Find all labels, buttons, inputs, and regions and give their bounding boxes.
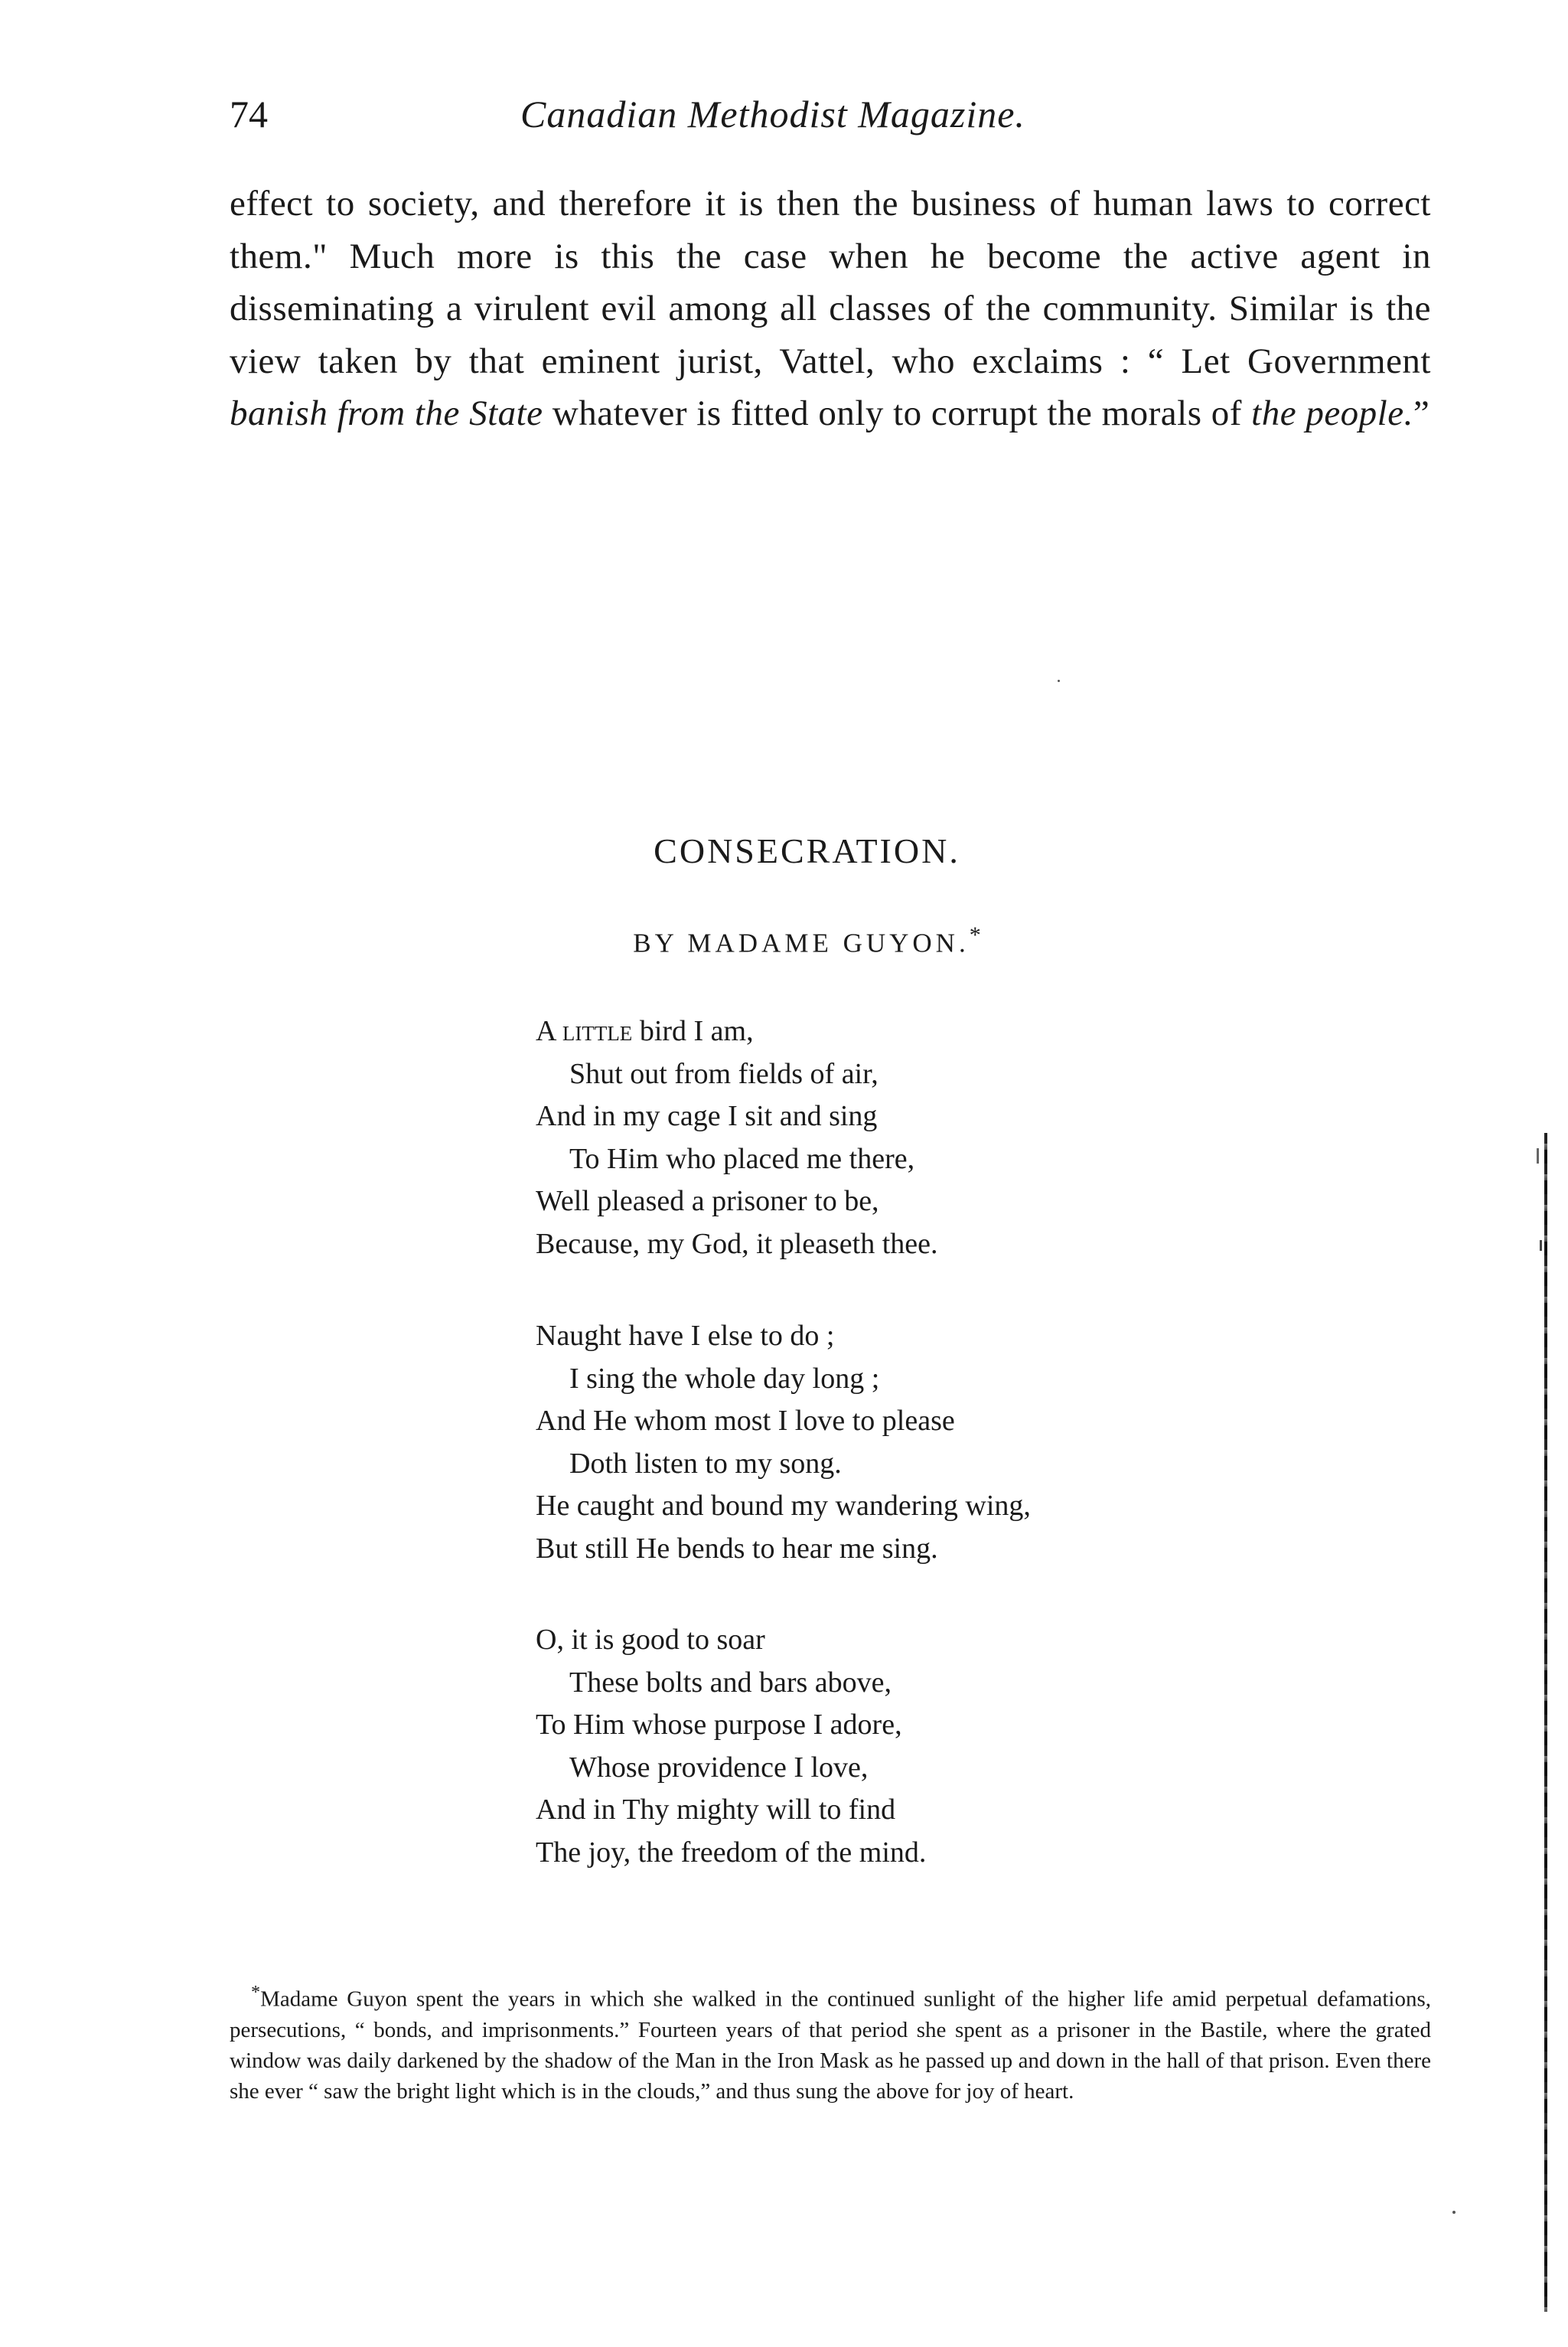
poem-line: Naught have I else to do ; <box>536 1320 835 1352</box>
footnote-text: Madame Guyon spent the years in which she walked in the continued sunlight of the higher life amid perpetual defamations, persecutions, “ bonds, and imprisonments.” Fourteen years of that period she spent as a prisoner in the Bastile, where the grated window was daily darkened by the shadow of the Man in the Iron Mask as he passed up and down in the hall of that prison. Even there she ever “ saw the bright light which is in the clouds,” and thus sung the above for joy of heart. <box>230 1986 1431 2104</box>
poem-line: O, it is good to soar <box>536 1624 765 1656</box>
journal-title: Canadian Methodist Magazine. <box>520 93 1025 135</box>
byline-text: BY MADAME GUYON. <box>633 928 970 958</box>
footnote-marker: * <box>251 1982 261 2003</box>
poem-line: And in my cage I sit and sing <box>536 1100 878 1132</box>
running-head <box>230 92 1423 145</box>
poem-line: Whose providence I love, <box>569 1751 869 1784</box>
poem-line: Shut out from fields of air, <box>569 1057 879 1090</box>
poem-line: Well pleased a prisoner to be, <box>536 1185 879 1217</box>
prose-emphasis: the people. <box>1251 393 1413 433</box>
poem-line: But still He bends to hear me sing. <box>536 1532 938 1565</box>
binding-edge-artifact <box>1544 1133 1547 2312</box>
poem-line <box>536 1010 1301 1053</box>
prose-text: ” <box>1413 393 1430 433</box>
prose-text: whatever is fitted only to corrupt the morals of <box>543 393 1252 433</box>
scan-speck <box>1058 680 1060 682</box>
page-number: 74 <box>230 93 268 135</box>
poem-line: To Him who placed me there, <box>569 1142 915 1175</box>
poem-line: The joy, the freedom of the mind. <box>536 1836 927 1869</box>
poem-line: Because, my God, it pleaseth thee. <box>536 1227 938 1260</box>
footnote <box>230 1977 1431 2107</box>
prose-emphasis: banish from the State <box>230 393 543 433</box>
small-caps-text: A little <box>536 1015 633 1047</box>
prose-paragraph <box>230 178 1431 440</box>
stanza <box>536 1315 1301 1570</box>
poem-line: These bolts and bars above, <box>569 1666 892 1699</box>
footnote-marker: * <box>969 922 981 948</box>
stanza <box>536 1010 1301 1265</box>
poem-byline <box>0 922 1568 959</box>
poem-line: To Him whose purpose I adore, <box>536 1709 902 1741</box>
scan-speck <box>1452 2211 1456 2214</box>
poem-line: He caught and bound my wandering wing, <box>536 1490 1031 1522</box>
line-text: bird I am, <box>632 1015 754 1047</box>
scan-speck <box>1537 1148 1539 1164</box>
poem-title: CONSECRATION. <box>654 831 960 870</box>
poem-line: Doth listen to my song. <box>569 1447 842 1480</box>
poem-line: And in Thy mighty will to find <box>536 1794 896 1826</box>
stanza <box>536 1619 1301 1874</box>
prose-text: effect to society, and therefore it is then the business of human laws to correct them." Much more is this the case when he become the active agent in disseminating a virulent evil among all classes of the community. Similar is the view taken by that eminent jurist, Vattel, who exclaims : “ Let Government <box>230 184 1431 381</box>
poem-line: I sing the whole day long ; <box>569 1362 880 1395</box>
scan-speck <box>1540 1240 1542 1251</box>
poem-line: And He whom most I love to please <box>536 1405 955 1437</box>
